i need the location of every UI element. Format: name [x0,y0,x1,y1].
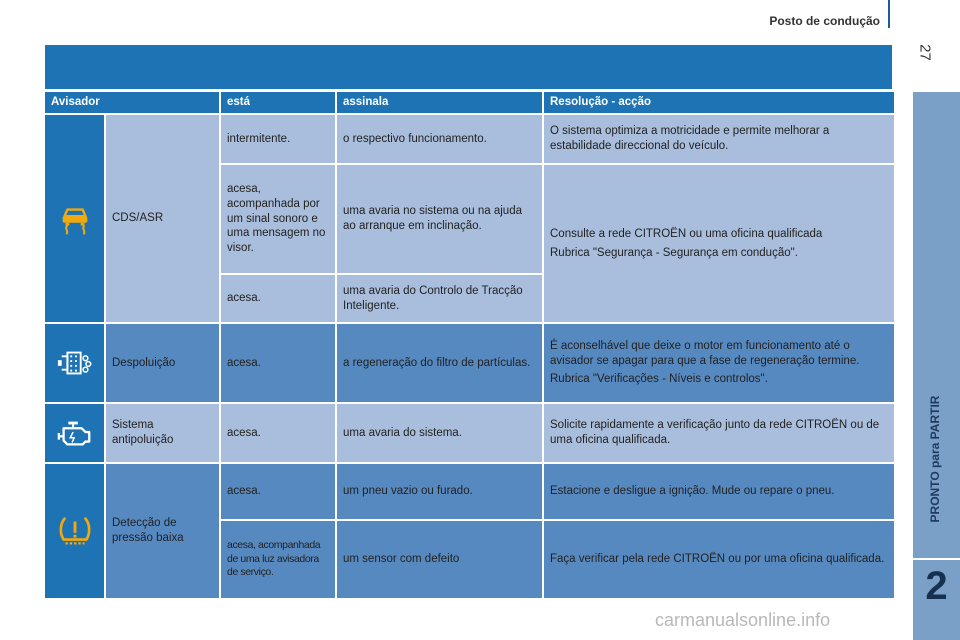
cds-row1-state: intermitente. [221,115,335,163]
cds-row2-signal: uma avaria no sistema ou na ajuda ao arranque em inclinação. [337,165,542,273]
despoluicao-resolution-text: É aconselhável que deixe o motor em funcionamento até o avisador se apagar para que a fase de regeneração termine. [550,339,860,367]
pressao-icon-cell [45,464,104,598]
chapter-number: 2 [925,564,948,608]
chapter-label: PRONTO para PARTIR [928,395,942,523]
cds-icon-cell [45,115,104,322]
despoluicao-state: acesa. [221,324,335,402]
antipoluicao-resolution: Solicite rapidamente a verificação junto da rede CITROËN ou de uma oficina qualificada. [544,404,894,462]
pressao-row1-signal: um pneu vazio ou furado. [337,464,542,519]
skid-car-icon [56,200,94,238]
header-esta: está [221,92,335,113]
pressao-name: Detecção de pressão baixa [106,464,219,598]
tyre-pressure-icon [56,512,94,550]
antipoluicao-name: Sistema antipoluição [106,404,219,462]
cds-shared-resolution [544,165,894,322]
pressao-row2-signal: um sensor com defeito [337,521,542,598]
cds-row1-resolution: O sistema optimiza a motricidade e permite melhorar a estabilidade direccional do veículo. [544,115,894,163]
cds-resolution-text: Consulte a rede CITROËN ou uma oficina qualificada [550,227,823,240]
header-rule [888,0,890,28]
cds-row2-state: acesa, acompanhada por um sinal sonoro e uma mensagem no visor. [221,165,335,273]
chapter-tab [913,92,960,640]
warning-lights-table [45,92,892,595]
despoluicao-resolution [544,324,894,402]
cds-resolution-rubric: Rubrica "Segurança - Segurança em condução". [550,246,798,259]
pressao-row1-resolution: Estacione e desligue a ignição. Mude ou repare o pneu. [544,464,894,519]
despoluicao-name: Despoluição [106,324,219,402]
cds-row3-state: acesa. [221,275,335,322]
watermark: carmanualsonline.info [655,610,831,630]
pressao-row2-resolution: Faça verificar pela rede CITROËN ou por uma oficina qualificada. [544,521,894,598]
header-avisador: Avisador [45,92,219,113]
antipoluicao-icon-cell [45,404,104,462]
cds-name: CDS/ASR [106,115,219,322]
despoluicao-resolution-rubric: Rubrica "Verificações - Níveis e controlos". [550,373,768,386]
pressao-row2-state: acesa, acompanhada de uma luz avisadora de serviço. [221,521,335,598]
engine-icon [56,414,94,452]
particle-filter-icon [56,344,94,382]
header-assinala: assinala [337,92,542,113]
antipoluicao-state: acesa. [221,404,335,462]
page-number: 27 [916,44,934,61]
tab-divider [913,558,960,560]
header-resolucao: Resolução - acção [544,92,894,113]
section-title: Posto de condução [769,14,880,28]
cds-row3-signal: uma avaria do Controlo de Tracção Inteligente. [337,275,542,322]
table-banner [45,45,892,89]
despoluicao-icon-cell [45,324,104,402]
pressao-row1-state: acesa. [221,464,335,519]
cds-row1-signal: o respectivo funcionamento. [337,115,542,163]
despoluicao-signal: a regeneração do filtro de partículas. [337,324,542,402]
antipoluicao-signal: uma avaria do sistema. [337,404,542,462]
